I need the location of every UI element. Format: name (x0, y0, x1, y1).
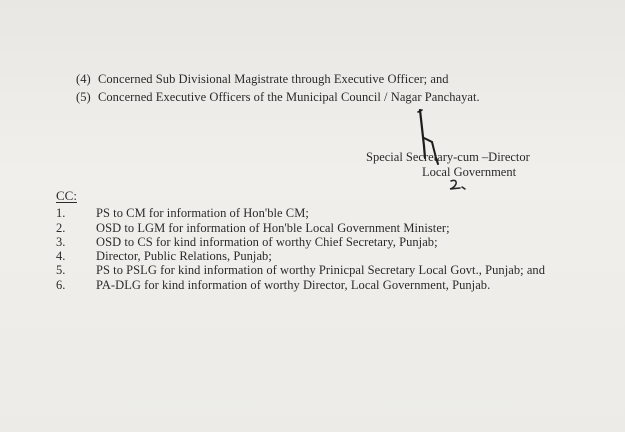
cc-item-text: OSD to CS for kind information of worthy Chief Secretary, Punjab; (96, 235, 438, 249)
cc-item-text: PS to PSLG for kind information of worthy Prinicpal Secretary Local Govt., Punjab; and (96, 263, 546, 277)
cc-item-number: 2. (56, 221, 66, 235)
cc-item-number: 6. (56, 278, 66, 292)
cc-item-text: OSD to LGM for information of Hon'ble Local Government Minister; (96, 221, 450, 235)
distribution-item-number: (5) (76, 90, 91, 104)
cc-item-number: 5. (56, 263, 66, 277)
cc-item-number: 4. (56, 249, 66, 263)
signatory-department: Local Government (422, 165, 517, 179)
cc-item-text: Director, Public Relations, Punjab; (96, 249, 272, 263)
cc-item-text: PS to CM for information of Hon'ble CM; (96, 206, 309, 220)
cc-item-number: 3. (56, 235, 66, 249)
signatory-designation: Special Secretary-cum –Director (366, 150, 530, 164)
distribution-item-number: (4) (76, 72, 91, 86)
cc-item-number: 1. (56, 206, 66, 220)
cc-label: CC: (56, 188, 77, 203)
cc-item-text: PA-DLG for kind information of worthy Director, Local Government, Punjab. (96, 278, 491, 292)
distribution-item-text: Concerned Sub Divisional Magistrate through Executive Officer; and (98, 72, 449, 86)
distribution-item-text: Concerned Executive Officers of the Municipal Council / Nagar Panchayat. (98, 90, 480, 104)
initials-mark (448, 179, 472, 193)
